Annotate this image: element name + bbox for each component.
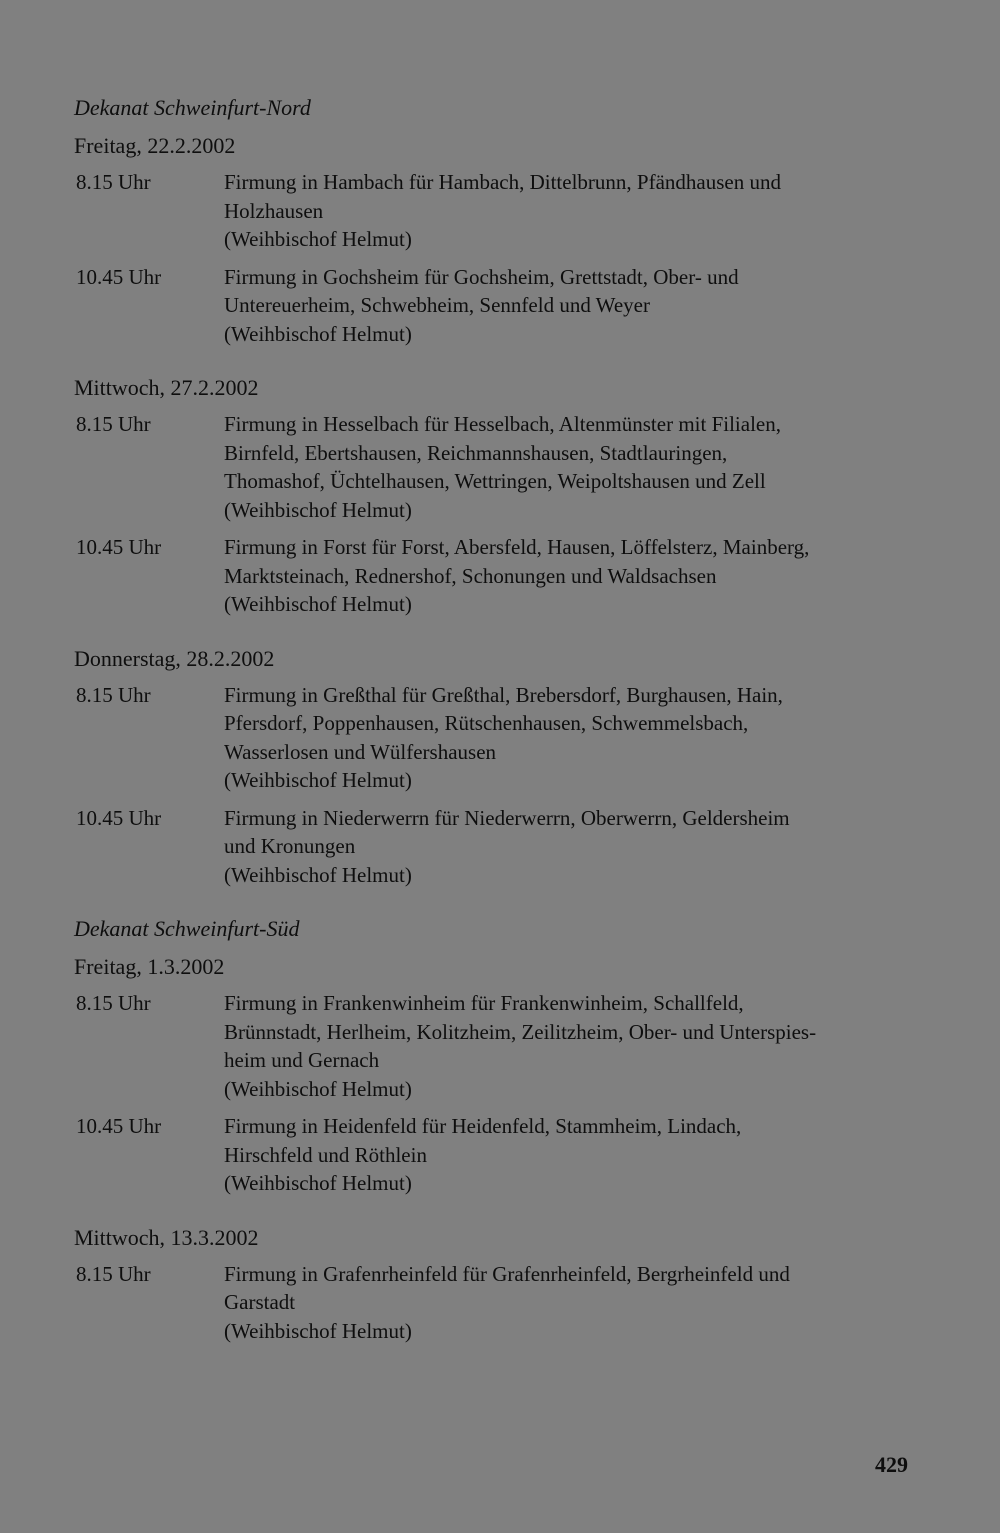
description-line: Garstadt: [224, 1290, 296, 1314]
description-line: Firmung in Niederwerrn für Niederwerrn, Oberwerrn, Geldersheim: [224, 805, 790, 830]
day-header: Freitag, 1.3.2002: [74, 954, 225, 979]
description-line: Firmung in Grafenrheinfeld für Grafenrheinfeld, Bergrheinfeld und: [224, 1261, 790, 1286]
schedule-entry: [70, 410, 930, 524]
description-line: (Weihbischof Helmut): [224, 321, 412, 346]
description-line: (Weihbischof Helmut): [224, 227, 412, 251]
entry-time: 8.15 Uhr: [76, 991, 151, 1015]
entry-time: 10.45 Uhr: [76, 1114, 162, 1138]
description-line: Marktsteinach, Rednershof, Schonungen und Waldsachsen: [224, 563, 717, 588]
description-line: Firmung in Forst für Forst, Abersfeld, Hausen, Löffelsterz, Mainberg,: [224, 535, 810, 559]
section-title: Dekanat Schweinfurt-Süd: [74, 916, 300, 941]
day-block: [70, 374, 930, 619]
schedule-entry: [70, 681, 930, 795]
entry-time: 10.45 Uhr: [76, 535, 162, 559]
day-block: [70, 1224, 930, 1346]
schedule-entry: [70, 804, 930, 890]
description-line: Untereuerheim, Schwebheim, Sennfeld und Weyer: [224, 293, 650, 317]
description-line: Brünnstadt, Herlheim, Kolitzheim, Zeilitzheim, Ober- und Unterspies-: [224, 1019, 817, 1044]
page-number: 429: [875, 1452, 908, 1477]
description-line: (Weihbischof Helmut): [224, 862, 412, 887]
day-header: Mittwoch, 13.3.2002: [74, 1224, 259, 1250]
document-page: [70, 94, 930, 1371]
entry-description: [224, 804, 896, 890]
entry-time: 10.45 Uhr: [76, 264, 162, 289]
entry-description: [224, 1112, 896, 1198]
entry-time: 8.15 Uhr: [76, 412, 151, 436]
section-schweinfurt-sued: [70, 915, 930, 1345]
day-block: [70, 645, 930, 890]
schedule-entry: [70, 1112, 930, 1198]
schedule-entry: [70, 533, 930, 619]
entry-description: [224, 681, 896, 795]
description-line: (Weihbischof Helmut): [224, 1318, 412, 1343]
description-line: (Weihbischof Helmut): [224, 1171, 412, 1195]
entry-description: [224, 263, 896, 349]
entry-time: 8.15 Uhr: [76, 1261, 151, 1286]
section-schweinfurt-nord: [70, 94, 930, 889]
entry-description: [224, 168, 896, 254]
entry-description: [224, 1260, 896, 1346]
entry-description: [224, 410, 896, 524]
schedule-entry: [70, 989, 930, 1103]
day-block: [70, 132, 930, 348]
description-line: Pfersdorf, Poppenhausen, Rütschenhausen, Schwemmelsbach,: [224, 711, 749, 735]
day-header: Freitag, 22.2.2002: [74, 133, 236, 158]
description-line: Holzhausen: [224, 198, 324, 223]
description-line: Firmung in Hesselbach für Hesselbach, Altenmünster mit Filialen,: [224, 412, 781, 436]
day-header: Donnerstag, 28.2.2002: [74, 645, 275, 671]
description-line: Firmung in Frankenwinheim für Frankenwinheim, Schallfeld,: [224, 991, 744, 1015]
entry-time: 8.15 Uhr: [76, 682, 151, 707]
entry-description: [224, 533, 896, 619]
description-line: (Weihbischof Helmut): [224, 1076, 412, 1101]
description-line: und Kronungen: [224, 834, 356, 858]
description-line: Firmung in Heidenfeld für Heidenfeld, Stammheim, Lindach,: [224, 1114, 742, 1138]
description-line: (Weihbischof Helmut): [224, 768, 412, 792]
entry-time: 8.15 Uhr: [76, 170, 151, 194]
schedule-entry: [70, 1260, 930, 1346]
entry-time: 10.45 Uhr: [76, 805, 162, 830]
description-line: Firmung in Hambach für Hambach, Dittelbrunn, Pfändhausen und: [224, 170, 781, 194]
entry-description: [224, 989, 896, 1103]
description-line: Firmung in Greßthal für Greßthal, Brebersdorf, Burghausen, Hain,: [224, 682, 783, 707]
schedule-entry: [70, 168, 930, 254]
day-header: Mittwoch, 27.2.2002: [74, 375, 259, 400]
description-line: (Weihbischof Helmut): [224, 592, 412, 616]
description-line: Birnfeld, Ebertshausen, Reichmannshausen, Stadtlauringen,: [224, 440, 728, 465]
description-line: Thomashof, Üchtelhausen, Wettringen, Weipoltshausen und Zell: [224, 469, 766, 493]
description-line: Firmung in Gochsheim für Gochsheim, Grettstadt, Ober- und: [224, 264, 739, 289]
day-block: [70, 953, 930, 1198]
description-line: Hirschfeld und Röthlein: [224, 1142, 427, 1167]
description-line: heim und Gernach: [224, 1048, 380, 1072]
description-line: (Weihbischof Helmut): [224, 497, 412, 522]
schedule-entry: [70, 263, 930, 349]
description-line: Wasserlosen und Wülfershausen: [224, 739, 497, 764]
section-title: Dekanat Schweinfurt-Nord: [74, 95, 311, 120]
